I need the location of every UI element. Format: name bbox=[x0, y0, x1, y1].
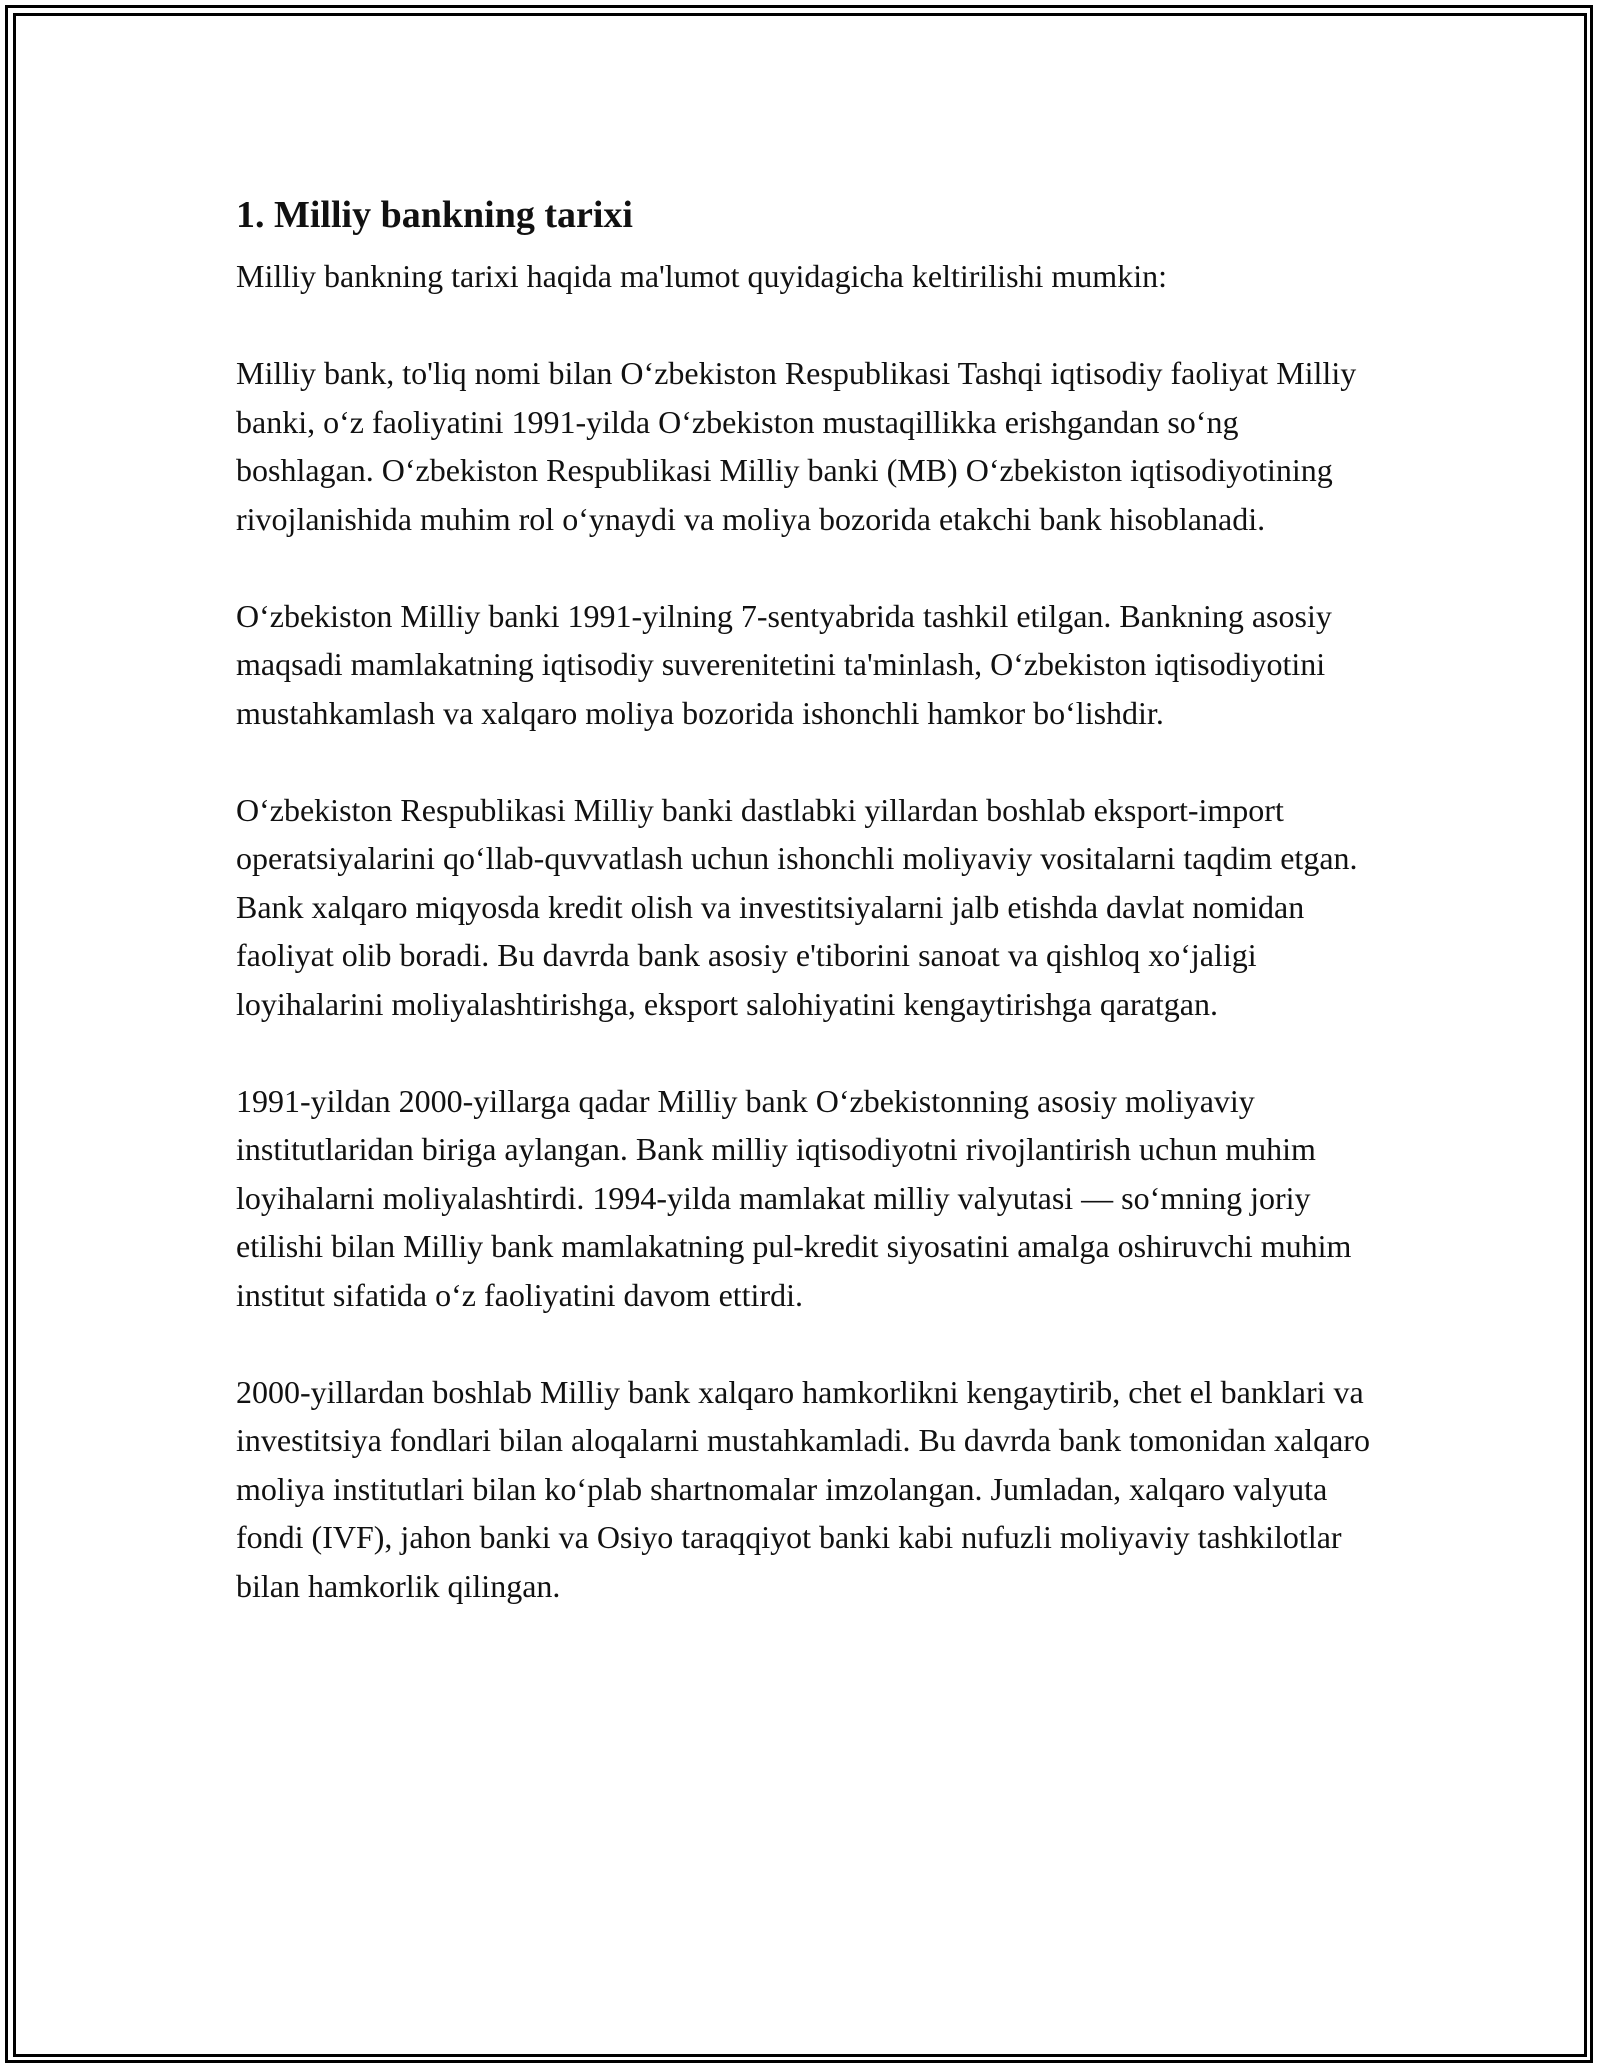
document-body bbox=[236, 186, 1376, 1610]
paragraph-intro: Milliy bankning tarixi haqida ma'lumot quyidagicha keltirilishi mumkin: bbox=[236, 258, 1167, 294]
paragraph: Milliy bank, to'liq nomi bilan O‘zbekiston Respublikasi Tashqi iqtisodiy faoliyat Milliy banki, o‘z faoliyatini 1991-yilda O‘zbekiston mustaqillikka erishgandan so‘ng boshlagan. O‘zbekiston Respublikasi Milliy banki (MB) O‘zbekiston iqtisodiyotining rivojlanishida muhim rol o‘ynaydi va moliya bozorida etakchi bank hisoblanadi. bbox=[236, 355, 1357, 537]
paragraph: 1991-yildan 2000-yillarga qadar Milliy bank O‘zbekistonning asosiy moliyaviy institutlaridan biriga aylangan. Bank milliy iqtisodiyotni rivojlantirish uchun muhim loyihalarni moliyalashtirdi. 1994-yilda mamlakat milliy valyutasi — so‘mning joriy etilishi bilan Milliy bank mamlakatning pul-kredit siyosatini amalga oshiruvchi muhim institut sifatida o‘z faoliyatini davom ettirdi. bbox=[236, 1082, 1352, 1313]
paragraph: O‘zbekiston Respublikasi Milliy banki dastlabki yillardan boshlab eksport-import operatsiyalarini qo‘llab-quvvatlash uchun ishonchli moliyaviy vositalarni taqdim etgan. Bank xalqaro miqyosda kredit olish va investitsiyalarni jalb etishda davlat nomidan faoliyat olib boradi. Bu davrda bank asosiy e'tiborini sanoat va qishloq xo‘jaligi loyihalarini moliyalashtirishga, eksport salohiyatini kengaytirishga qaratgan. bbox=[236, 791, 1358, 1022]
paragraph: 2000-yillardan boshlab Milliy bank xalqaro hamkorlikni kengaytirib, chet el banklari va investitsiya fondlari bilan aloqalarni mustahkamladi. Bu davrda bank tomonidan xalqaro moliya institutlari bilan ko‘plab shartnomalar imzolangan. Jumladan, xalqaro valyuta fondi (IVF), jahon banki va Osiyo taraqqiyot banki kabi nufuzli moliyaviy tashkilotlar bilan hamkorlik qilingan. bbox=[236, 1373, 1370, 1604]
section-heading: 1. Milliy bankning tarixi bbox=[236, 194, 633, 236]
paragraph: O‘zbekiston Milliy banki 1991-yilning 7-sentyabrida tashkil etilgan. Bankning asosiy maqsadi mamlakatning iqtisodiy suverenitetini ta'minlash, O‘zbekiston iqtisodiyotini mustahkamlash va xalqaro moliya bozorida ishonchli hamkor bo‘lishdir. bbox=[236, 597, 1332, 731]
